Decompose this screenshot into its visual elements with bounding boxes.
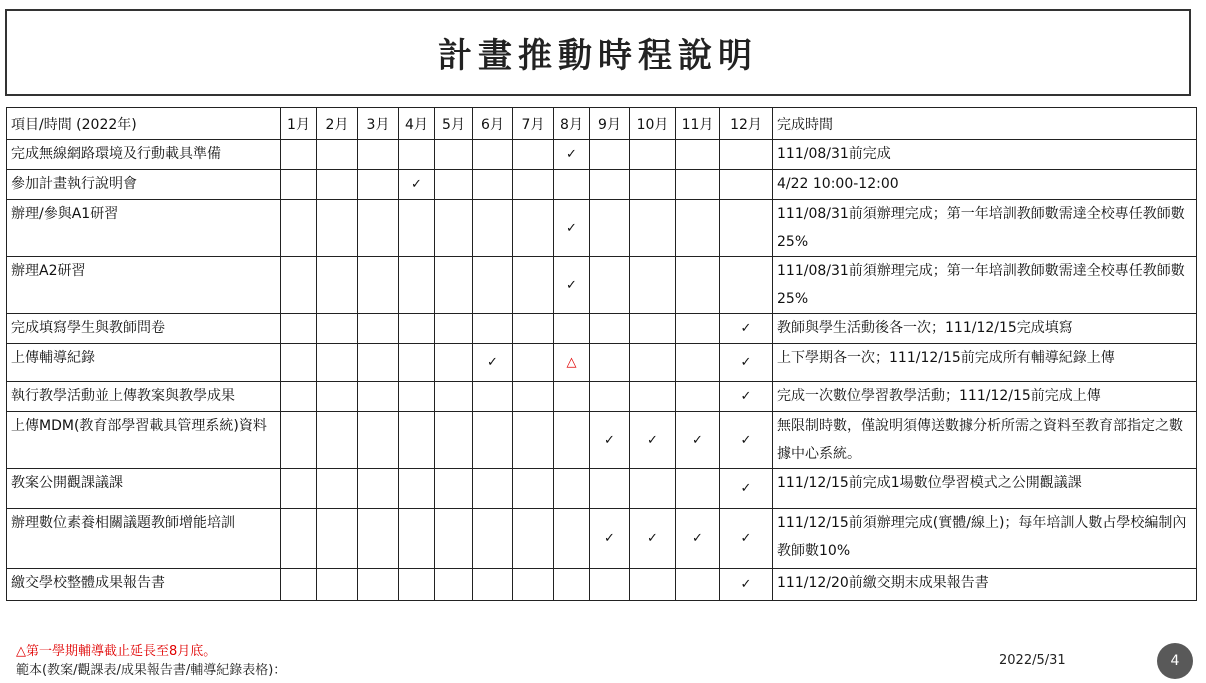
month-cell — [473, 170, 513, 200]
month-cell — [590, 200, 630, 257]
header-month: 11月 — [676, 108, 720, 140]
month-cell — [720, 509, 773, 569]
table-row — [7, 140, 1197, 170]
month-cell — [435, 509, 473, 569]
month-cell — [473, 140, 513, 170]
month-cell — [554, 344, 590, 382]
month-cell — [590, 412, 630, 469]
month-cell — [317, 140, 358, 170]
check-mark: ✓ — [692, 531, 703, 546]
header-item: 項目/時間 (2022年) — [7, 108, 281, 140]
task-name: 辦理A2研習 — [7, 257, 281, 314]
month-cell — [590, 314, 630, 344]
completion-time: 完成一次數位學習教學活動；111/12/15前完成上傳 — [773, 382, 1197, 412]
month-cell — [590, 382, 630, 412]
check-mark: ✓ — [566, 220, 577, 236]
month-cell — [630, 469, 676, 509]
month-cell — [590, 469, 630, 509]
month-cell — [554, 140, 590, 170]
month-cell — [513, 412, 554, 469]
month-cell — [281, 412, 317, 469]
extension-triangle-mark: △ — [566, 355, 577, 370]
header-month: 7月 — [513, 108, 554, 140]
check-mark: ✓ — [566, 147, 577, 162]
month-cell — [513, 344, 554, 382]
check-mark: ✓ — [740, 481, 752, 496]
month-cell — [513, 170, 554, 200]
month-cell — [473, 200, 513, 257]
month-cell — [317, 382, 358, 412]
month-cell — [720, 170, 773, 200]
completion-time: 111/08/31前完成 — [773, 140, 1197, 170]
month-cell — [317, 509, 358, 569]
month-cell — [630, 257, 676, 314]
month-cell — [554, 469, 590, 509]
header-month: 5月 — [435, 108, 473, 140]
month-cell — [317, 314, 358, 344]
month-cell — [317, 569, 358, 601]
month-cell — [630, 314, 676, 344]
table-row — [7, 200, 1197, 257]
month-cell — [281, 469, 317, 509]
month-cell — [630, 344, 676, 382]
month-cell — [554, 170, 590, 200]
month-cell — [317, 200, 358, 257]
month-cell — [435, 140, 473, 170]
page-title: 計畫推動時程說明 — [438, 36, 758, 76]
header-month: 2月 — [317, 108, 358, 140]
month-cell — [720, 314, 773, 344]
month-cell — [399, 412, 435, 469]
month-cell — [676, 257, 720, 314]
table-row — [7, 257, 1197, 314]
month-cell — [435, 170, 473, 200]
task-name: 辦理數位素養相關議題教師增能培訓 — [7, 509, 281, 569]
month-cell — [358, 200, 399, 257]
page-number-badge: 4 — [1157, 643, 1193, 679]
header-month: 8月 — [554, 108, 590, 140]
month-cell — [281, 569, 317, 601]
month-cell — [317, 412, 358, 469]
month-cell — [473, 382, 513, 412]
month-cell — [630, 382, 676, 412]
month-cell — [317, 344, 358, 382]
check-mark: ✓ — [692, 432, 703, 448]
month-cell — [720, 569, 773, 601]
month-cell — [435, 469, 473, 509]
month-cell — [554, 382, 590, 412]
month-cell — [281, 140, 317, 170]
month-cell — [720, 344, 773, 382]
check-mark: ✓ — [740, 355, 752, 370]
month-cell — [399, 382, 435, 412]
check-mark: ✓ — [487, 355, 498, 370]
title-box — [5, 9, 1191, 96]
month-cell — [473, 412, 513, 469]
month-cell — [513, 569, 554, 601]
month-cell — [281, 200, 317, 257]
month-cell — [358, 382, 399, 412]
month-cell — [554, 509, 590, 569]
task-name: 教案公開觀課議課 — [7, 469, 281, 509]
month-cell — [358, 257, 399, 314]
month-cell — [720, 200, 773, 257]
task-name: 執行教學活動並上傳教案與教學成果 — [7, 382, 281, 412]
month-cell — [435, 412, 473, 469]
check-mark: ✓ — [740, 531, 752, 546]
month-cell — [435, 200, 473, 257]
month-cell — [358, 140, 399, 170]
month-cell — [473, 314, 513, 344]
month-cell — [630, 509, 676, 569]
month-cell — [590, 257, 630, 314]
task-name: 上傳輔導紀錄 — [7, 344, 281, 382]
month-cell — [358, 344, 399, 382]
month-cell — [435, 314, 473, 344]
month-cell — [676, 509, 720, 569]
task-name: 完成無線網路環境及行動載具準備 — [7, 140, 281, 170]
month-cell — [399, 469, 435, 509]
month-cell — [358, 170, 399, 200]
month-cell — [630, 412, 676, 469]
month-cell — [399, 314, 435, 344]
table-row — [7, 569, 1197, 601]
task-name: 完成填寫學生與教師問卷 — [7, 314, 281, 344]
completion-time: 111/08/31前須辦理完成；第一年培訓教師數需達全校專任教師數25% — [773, 257, 1197, 314]
completion-time: 111/12/20前繳交期末成果報告書 — [773, 569, 1197, 601]
month-cell — [513, 257, 554, 314]
month-cell — [676, 412, 720, 469]
month-cell — [513, 382, 554, 412]
month-cell — [676, 200, 720, 257]
month-cell — [630, 140, 676, 170]
month-cell — [720, 382, 773, 412]
month-cell — [473, 569, 513, 601]
month-cell — [590, 140, 630, 170]
task-name: 參加計畫執行說明會 — [7, 170, 281, 200]
table-row — [7, 412, 1197, 469]
month-cell — [358, 469, 399, 509]
month-cell — [281, 509, 317, 569]
month-cell — [281, 382, 317, 412]
check-mark: ✓ — [647, 432, 658, 448]
table-row — [7, 509, 1197, 569]
task-name: 繳交學校整體成果報告書 — [7, 569, 281, 601]
header-month: 6月 — [473, 108, 513, 140]
completion-time: 111/12/15前完成1場數位學習模式之公開觀議課 — [773, 469, 1197, 509]
month-cell — [281, 314, 317, 344]
month-cell — [399, 344, 435, 382]
header-done: 完成時間 — [773, 108, 1197, 140]
month-cell — [281, 170, 317, 200]
check-mark: ✓ — [566, 277, 577, 293]
month-cell — [554, 200, 590, 257]
month-cell — [720, 140, 773, 170]
month-cell — [630, 170, 676, 200]
month-cell — [513, 469, 554, 509]
month-cell — [358, 314, 399, 344]
month-cell — [317, 170, 358, 200]
month-cell — [358, 412, 399, 469]
month-cell — [358, 509, 399, 569]
month-cell — [435, 344, 473, 382]
month-cell — [676, 382, 720, 412]
check-mark: ✓ — [740, 321, 752, 336]
check-mark: ✓ — [604, 531, 615, 546]
month-cell — [676, 344, 720, 382]
month-cell — [317, 257, 358, 314]
month-cell — [399, 569, 435, 601]
month-cell — [513, 509, 554, 569]
table-row — [7, 469, 1197, 509]
month-cell — [676, 469, 720, 509]
check-mark: ✓ — [647, 531, 658, 546]
month-cell — [473, 509, 513, 569]
month-cell — [513, 200, 554, 257]
completion-time: 教師與學生活動後各一次；111/12/15完成填寫 — [773, 314, 1197, 344]
month-cell — [473, 344, 513, 382]
month-cell — [676, 569, 720, 601]
month-cell — [590, 569, 630, 601]
month-cell — [317, 469, 358, 509]
header-month: 10月 — [630, 108, 676, 140]
month-cell — [676, 314, 720, 344]
completion-time: 4/22 10:00-12:00 — [773, 170, 1197, 200]
month-cell — [630, 200, 676, 257]
month-cell — [399, 170, 435, 200]
month-cell — [554, 314, 590, 344]
month-cell — [399, 257, 435, 314]
month-cell — [676, 140, 720, 170]
check-mark: ✓ — [411, 177, 422, 192]
header-month: 1月 — [281, 108, 317, 140]
table-row — [7, 314, 1197, 344]
month-cell — [720, 257, 773, 314]
schedule-table — [6, 107, 1197, 601]
header-row — [7, 108, 1197, 140]
month-cell — [281, 344, 317, 382]
month-cell — [399, 200, 435, 257]
month-cell — [554, 569, 590, 601]
month-cell — [473, 469, 513, 509]
month-cell — [554, 257, 590, 314]
month-cell — [590, 344, 630, 382]
month-cell — [435, 569, 473, 601]
month-cell — [358, 569, 399, 601]
header-month: 4月 — [399, 108, 435, 140]
month-cell — [554, 412, 590, 469]
month-cell — [590, 170, 630, 200]
header-month: 12月 — [720, 108, 773, 140]
table-row — [7, 344, 1197, 382]
month-cell — [630, 569, 676, 601]
month-cell — [720, 412, 773, 469]
month-cell — [513, 314, 554, 344]
month-cell — [399, 140, 435, 170]
check-mark: ✓ — [740, 432, 752, 448]
month-cell — [720, 469, 773, 509]
completion-time: 上下學期各一次；111/12/15前完成所有輔導紀錄上傳 — [773, 344, 1197, 382]
check-mark: ✓ — [740, 389, 752, 404]
month-cell — [399, 509, 435, 569]
month-cell — [435, 257, 473, 314]
month-cell — [513, 140, 554, 170]
footer-date: 2022/5/31 — [999, 653, 1066, 668]
table-row — [7, 382, 1197, 412]
header-month: 3月 — [358, 108, 399, 140]
footer-template-reference: 範本(教案/觀課表/成果報告書/輔導紀錄表格)： — [16, 663, 287, 678]
task-name: 辦理/參與A1研習 — [7, 200, 281, 257]
check-mark: ✓ — [604, 432, 615, 448]
month-cell — [676, 170, 720, 200]
month-cell — [281, 257, 317, 314]
completion-time: 111/08/31前須辦理完成；第一年培訓教師數需達全校專任教師數25% — [773, 200, 1197, 257]
footer-note: △第一學期輔導截止延長至8月底。 — [16, 644, 217, 659]
check-mark: ✓ — [740, 577, 752, 592]
month-cell — [435, 382, 473, 412]
table-row — [7, 170, 1197, 200]
month-cell — [590, 509, 630, 569]
completion-time: 111/12/15前須辦理完成(實體/線上)；每年培訓人數占學校編制內教師數10% — [773, 509, 1197, 569]
task-name: 上傳MDM(教育部學習載具管理系統)資料 — [7, 412, 281, 469]
completion-time: 無限制時數，僅說明須傳送數據分析所需之資料至教育部指定之數據中心系統。 — [773, 412, 1197, 469]
header-month: 9月 — [590, 108, 630, 140]
month-cell — [473, 257, 513, 314]
